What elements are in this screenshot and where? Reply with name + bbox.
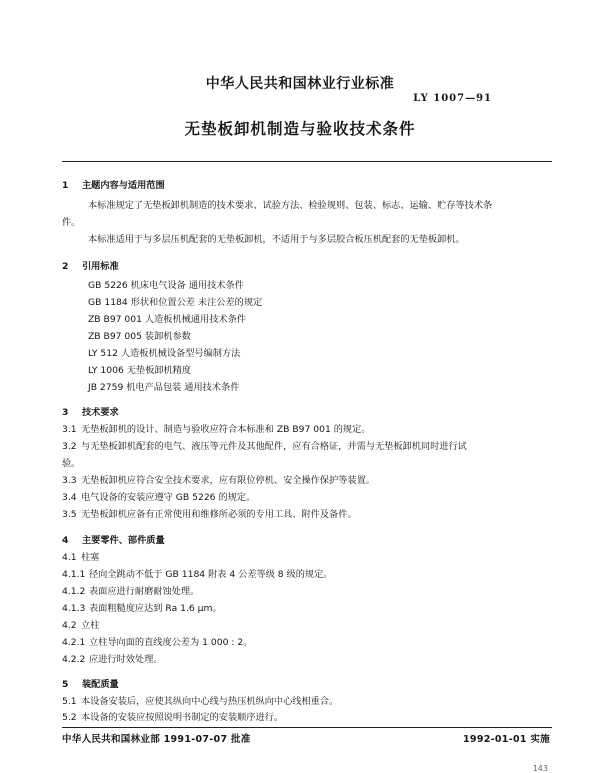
clause-text: 应进行时效处理。 [89, 654, 163, 665]
paragraph: 本标准规定了无垫板卸机制造的技术要求、试验方法、检验规则、包装、标志、运输、贮存等技术条 [88, 200, 493, 211]
section-5-heading [62, 676, 119, 690]
footer-divider [62, 727, 552, 728]
subsection-number: 4.1 [62, 552, 77, 563]
page-number: 143 [532, 764, 548, 773]
clause-4-1-3 [62, 602, 222, 616]
section-4-heading [62, 532, 165, 546]
section-number: 1 [62, 180, 69, 191]
section-2-heading [62, 258, 119, 272]
clause-text: 电气设备的安装应遵守 GB 5226 的规定。 [81, 492, 256, 503]
clause-number: 4.1.1 [62, 569, 86, 580]
reference-item: LY 512 人造板机械设备型号编制方法 [88, 348, 241, 359]
clause-text: 表面粗糙度应达到 Ra 1.6 μm。 [89, 603, 222, 614]
subsection-title: 柱塞 [81, 552, 100, 563]
clause-3-1 [62, 423, 371, 437]
header-divider [62, 161, 552, 162]
clause-text: 无垫板卸机应符合安全技术要求，应有限位停机、安全操作保护等装置。 [81, 475, 375, 486]
clause-3-2 [62, 440, 467, 454]
clause-text: 径向全跳动不低于 GB 1184 附表 4 公差等级 8 级的规定。 [89, 569, 333, 580]
section-title: 引用标准 [82, 261, 119, 272]
clause-5-1 [62, 695, 338, 709]
reference-item: ZB B97 001 人造板机械通用技术条件 [88, 314, 246, 325]
clause-number: 3.2 [62, 441, 77, 452]
clause-3-3 [62, 474, 375, 488]
clause-3-5 [62, 508, 357, 522]
clause-text: 无垫板卸机的设计、制造与验收应符合本标准和 ZB B97 001 的规定。 [81, 424, 371, 435]
section-1-heading [62, 177, 165, 191]
clause-4-1-2 [62, 585, 199, 599]
section-3-heading [62, 404, 119, 418]
subsection-number: 4.2 [62, 620, 77, 631]
section-title: 装配质量 [82, 679, 119, 690]
reference-item: GB 5226 机床电气设备 通用技术条件 [88, 280, 244, 291]
clause-3-4 [62, 491, 255, 505]
section-title: 主题内容与适用范围 [82, 180, 165, 191]
section-title: 技术要求 [82, 407, 119, 418]
clause-number: 3.1 [62, 424, 77, 435]
clause-number: 3.4 [62, 492, 77, 503]
paragraph-continuation: 件。 [62, 217, 81, 228]
clause-text: 与无垫板卸机配套的电气、液压等元件及其他配件，应有合格证，并需与无垫板卸机同时进行试 [81, 441, 467, 452]
section-number: 5 [62, 679, 69, 690]
clause-number: 5.2 [62, 712, 77, 723]
clause-continuation: 验。 [62, 458, 81, 469]
section-number: 3 [62, 407, 69, 418]
clause-number: 4.2.1 [62, 637, 86, 648]
clause-4-2-1 [62, 636, 252, 650]
reference-item: GB 1184 形状和位置公差 未注公差的规定 [88, 297, 263, 308]
clause-text: 无垫板卸机应备有正常使用和维修所必须的专用工具、附件及备件。 [81, 509, 357, 520]
clause-5-2 [62, 711, 283, 725]
clause-text: 本设备安装后，应使其纵向中心线与热压机纵向中心线相重合。 [81, 696, 339, 707]
paragraph: 本标准适用于与多层压机配套的无垫板卸机，不适用于与多层胶合板压机配套的无垫板卸机。 [88, 234, 465, 245]
subsection-4-2 [62, 619, 99, 633]
section-number: 2 [62, 261, 69, 272]
reference-item: ZB B97 005 装卸机参数 [88, 331, 191, 342]
clause-text: 立柱导向面的直线度公差为 1 000 : 2。 [89, 637, 253, 648]
subsection-4-1 [62, 551, 99, 565]
standard-code: LY 1007—91 [413, 93, 492, 104]
subsection-title: 立柱 [81, 620, 100, 631]
clause-number: 4.1.2 [62, 586, 86, 597]
clause-number: 4.1.3 [62, 603, 86, 614]
clause-number: 5.1 [62, 696, 77, 707]
effective-date: 1992-01-01 实施 [463, 734, 550, 745]
clause-4-2-2 [62, 653, 163, 667]
standard-category: 中华人民共和国林业行业标准 [205, 76, 395, 92]
section-title: 主要零件、部件质量 [82, 535, 165, 546]
clause-text: 本设备的安装应按照说明书制定的安装顺序进行。 [81, 712, 284, 723]
document-title: 无垫板卸机制造与验收技术条件 [184, 120, 416, 138]
clause-text: 表面应进行耐磨耐蚀处理。 [89, 586, 200, 597]
clause-number: 4.2.2 [62, 654, 86, 665]
reference-item: LY 1006 无垫板卸机精度 [88, 365, 192, 376]
reference-item: JB 2759 机电产品包装 通用技术条件 [88, 382, 240, 393]
clause-number: 3.5 [62, 509, 77, 520]
clause-number: 3.3 [62, 475, 77, 486]
approval-statement: 中华人民共和国林业部 1991-07-07 批准 [62, 734, 251, 745]
section-number: 4 [62, 535, 69, 546]
clause-4-1-1 [62, 568, 333, 582]
